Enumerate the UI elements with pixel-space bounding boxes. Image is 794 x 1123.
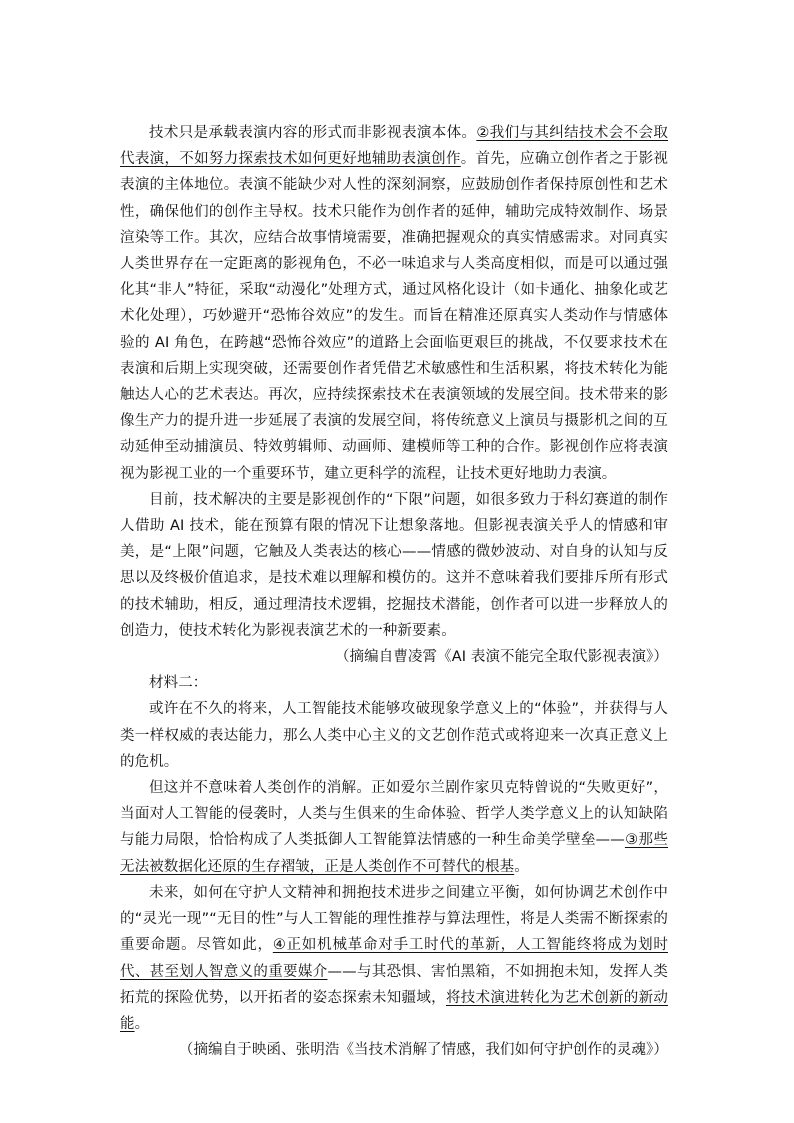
underlined-phrase-tech-innovation: 将技术演进转化为艺术创新的新动能 [120,989,668,1032]
paragraph-3: 或许在不久的将来，人工智能技术能够攻破现象学意义上的“体验”，并获得与人类一样权威的表达能力，那么人类中心主义的文艺创作范式或将迎来一次真正意义上的危机。 [120,701,668,770]
para5-text-b: ——与其恐惧、害怕黑箱，不如拥抱未知，发挥人类拓荒的探险优势，以开拓者的姿态探索未知疆域， [120,963,668,1006]
paragraph-2: 目前，技术解决的主要是影视创作的“下限”问题，如很多致力于科幻赛道的制作人借助 AI 技术，能在预算有限的情况下让想象落地。但影视表演关乎人的情感和审美，是“上限”问题，它触及人类表达的核心——情感的微妙波动、对自身的认知与反思以及终极价值追求，是技术难以理解和模仿的。这并不意味着我们要排斥所有形式的技术辅助，相反，通过理清技术逻辑，挖掘技术潜能，创作者可以进一步释放人的创造力，使技术转化为影视表演艺术的一种新要素。 [120,491,668,639]
paragraph-5 [120,880,668,1037]
article-body [120,120,668,1063]
paragraph-4 [120,775,668,880]
paragraph-1 [120,120,668,487]
para1-text-a: 技术只是承载表演内容的形式而非影视表演本体。 [149,125,477,141]
underlined-sentence-2: ②我们与其纠结技术会不会取代表演，不如努力探索技术如何更好地辅助表演创作 [120,125,668,168]
para1-text-b: 。首先，应确立创作者之于影视表演的主体地位。表演不能缺少对人性的深刻洞察，应鼓励创作者保持原创性和艺术性，确保他们的创作主导权。技术只能作为创作者的延伸，辅助完成特效制作、场景渲染等工作。其次，应结合故事情境需要，准确把握观众的真实情感需求。对同真实人类世界存在一定距离的影视角色，不必一味追求与人类高度相似，而是可以通过强化其“非人”特征，采取“动漫化”处理方式，通过风格化设计（如卡通化、抽象化或艺术化处理），巧妙避开“恐怖谷效应”的发生。而旨在精准还原真实人类动作与情感体验的 AI 角色，在跨越“恐怖谷效应”的道路上会面临更艰巨的挑战，不仅要求技术在表演和后期上实现突破，还需要创作者凭借艺术敏感性和生活积累，将技术转化为能触达人心的艺术表达。再次，应持续探索技术在表演领域的发展空间。技术带来的影像生产力的提升进一步延展了表演的发展空间，将传统意义上演员与摄影机之间的互动延伸至动捕演员、特效剪辑师、动画师、建模师等工种的合作。影视创作应将表演视为影视工业的一个重要环节，建立更科学的流程，让技术更好地助力表演。 [120,151,668,482]
para4-text-b: 。 [514,858,529,875]
material-two-label: 材料二： [149,675,208,692]
source-citation-2: （摘编自于映函、张明浩《当技术消解了情感，我们如何守护创作的灵魂》） [178,1042,668,1059]
para4-text-a: 但这并不意味着人类创作的消解。正如爱尔兰剧作家贝克特曾说的“失败更好”，当面对人工智能的侵袭时，人类与生俱来的生命体验、哲学人类学意义上的认知缺陷与能力局限，恰恰构成了人类抵御人工智能算法情感的一种生命美学壁垒—— [120,780,668,849]
para5-text-c: 。 [134,1015,150,1032]
source-citation-1: （摘编自曹凌霄《AI 表演不能完全取代影视表演》） [334,649,668,666]
underlined-sentence-3: ③那些无法被数据化还原的生存褶皱，正是人类创作不可替代的根基 [120,832,668,875]
underlined-sentence-4: ④正如机械革命对手工时代的革新，人工智能终将成为划时代、甚至划人智意义的重要媒介 [120,937,668,980]
para5-text-a: 未来，如何在守护人文精神和拥抱技术进步之间建立平衡，如何协调艺术创作中的“灵光一现”“无目的性”与人工智能的理性推荐与算法理性，将是人类需不断探索的重要命题。尽管如此， [120,884,668,954]
